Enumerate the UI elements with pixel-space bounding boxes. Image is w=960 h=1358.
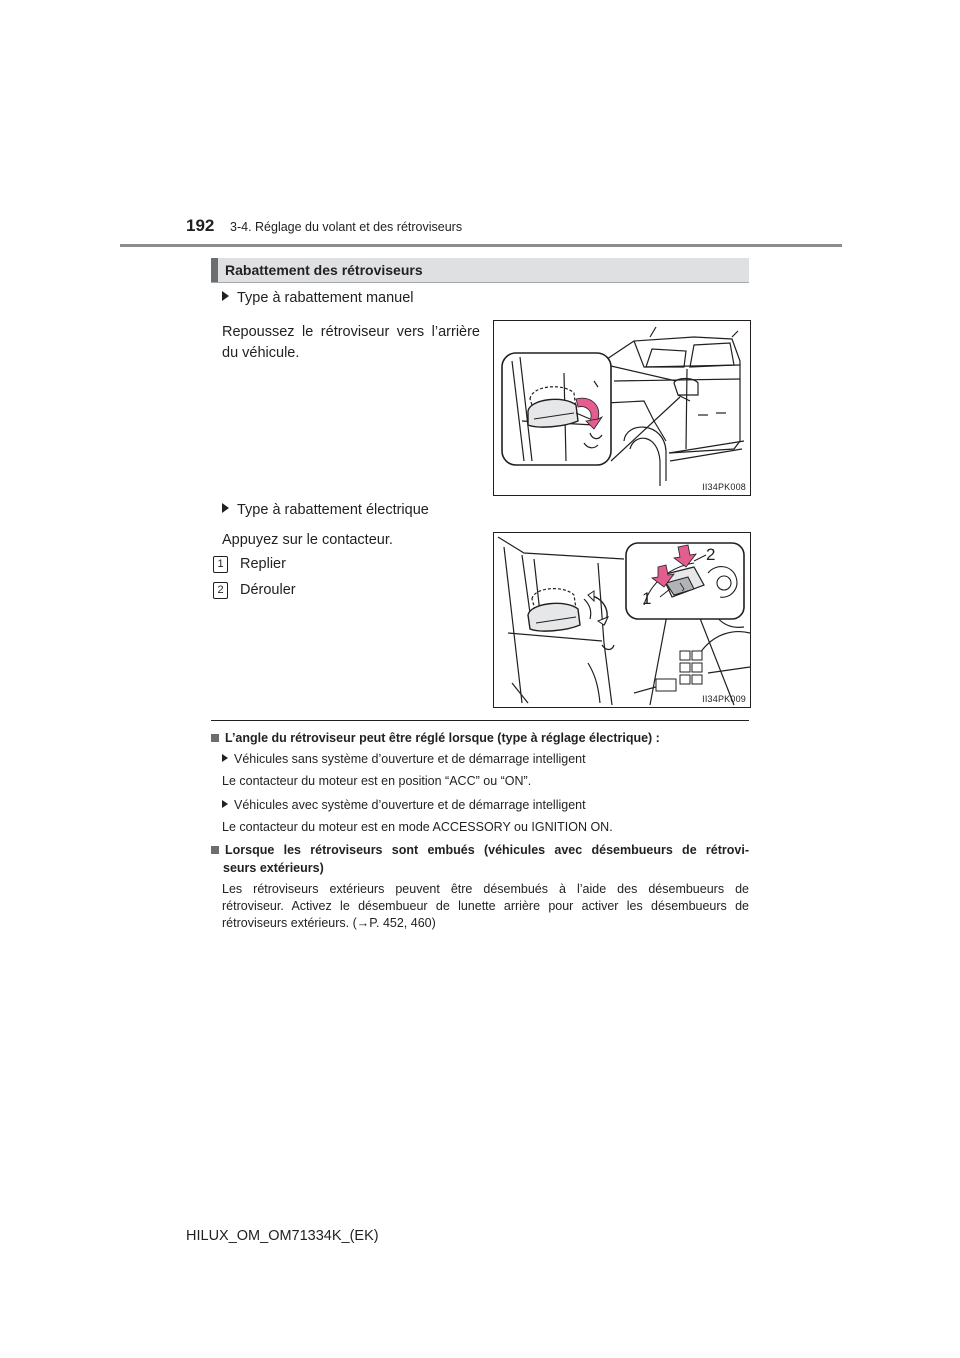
triangle-bullet-icon [222,800,228,808]
square-bullet-icon [211,846,219,854]
manual-heading [222,290,414,306]
triangle-bullet-icon [222,503,229,513]
header-rule [120,244,842,247]
list-item-fold [213,554,286,575]
electric-fold-figure [493,532,751,708]
section-bar-stripe [211,258,218,282]
triangle-bullet-icon [222,754,228,762]
note-defogger-text-line3-pre: rétroviseurs extérieurs. ( [222,916,357,930]
note-with-smart-entry-text: Le contacteur du moteur est en mode ACCESSORY ou IGNITION ON. [222,820,613,834]
note-without-smart-entry-text: Le contacteur du moteur est en position “ACC” ou “ON”. [222,774,532,788]
page-reference-link[interactable]: P. 452, 460) [369,916,436,930]
note-defogger-text [222,881,749,932]
note-without-smart-entry-heading [222,751,586,768]
manual-fold-illustration [494,321,750,495]
note-mirror-angle-heading-text: L’angle du rétroviseur peut être réglé lorsque (type à réglage électrique) : [225,731,660,745]
note-defogger-heading-line2: seurs extérieurs) [223,861,324,875]
electric-instruction: Appuyez sur le contacteur. [222,532,393,548]
list-item-unfold [213,580,296,601]
notes-divider [211,720,749,721]
electric-figure-code: II34PK009 [702,694,746,704]
section-title-bar [211,258,749,283]
list-item-unfold-label: Dérouler [240,582,296,598]
note-with-smart-entry-heading [222,797,586,814]
step-number-badge: 2 [213,582,228,599]
section-title: Rabattement des rétroviseurs [225,262,423,278]
electric-heading-text: Type à rabattement électrique [237,502,429,518]
electric-heading [222,502,429,518]
reference-arrow-icon: → [356,916,370,930]
square-bullet-icon [211,734,219,742]
list-item-fold-label: Replier [240,556,286,572]
note-defogger-text-line2: rétroviseur. Activez le désembueur de lunette arrière pour activer les désembueurs de [222,899,749,913]
note-defogger-text-line1: Les rétroviseurs extérieurs peuvent être désembués à l’aide des désembueurs de [222,882,749,896]
note-without-smart-entry-heading-text: Véhicules sans système d’ouverture et de démarrage intelligent [234,752,586,766]
note-defogger-heading [211,841,749,877]
callout-number-2: 2 [706,545,716,564]
manual-heading-text: Type à rabattement manuel [237,290,414,306]
note-defogger-text-line3 [222,915,749,932]
manual-instruction: Repoussez le rétroviseur vers l’arrière du véhicule. [222,324,480,361]
note-with-smart-entry-heading-text: Véhicules avec système d’ouverture et de démarrage intelligent [234,798,586,812]
document-id: HILUX_OM_OM71334K_(EK) [186,1228,379,1244]
note-mirror-angle-heading [211,729,660,747]
chapter-title: 3-4. Réglage du volant et des rétroviseurs [230,220,463,234]
triangle-bullet-icon [222,291,229,301]
manual-figure-code: II34PK008 [702,482,746,492]
note-defogger-heading-line1: Lorsque les rétroviseurs sont embués (véhicules avec désembueurs de rétrovi- [225,843,749,857]
page-number: 192 [186,216,215,235]
callout-number-1: 1 [642,589,652,608]
manual-fold-figure [493,320,751,496]
step-number-badge: 1 [213,556,228,573]
